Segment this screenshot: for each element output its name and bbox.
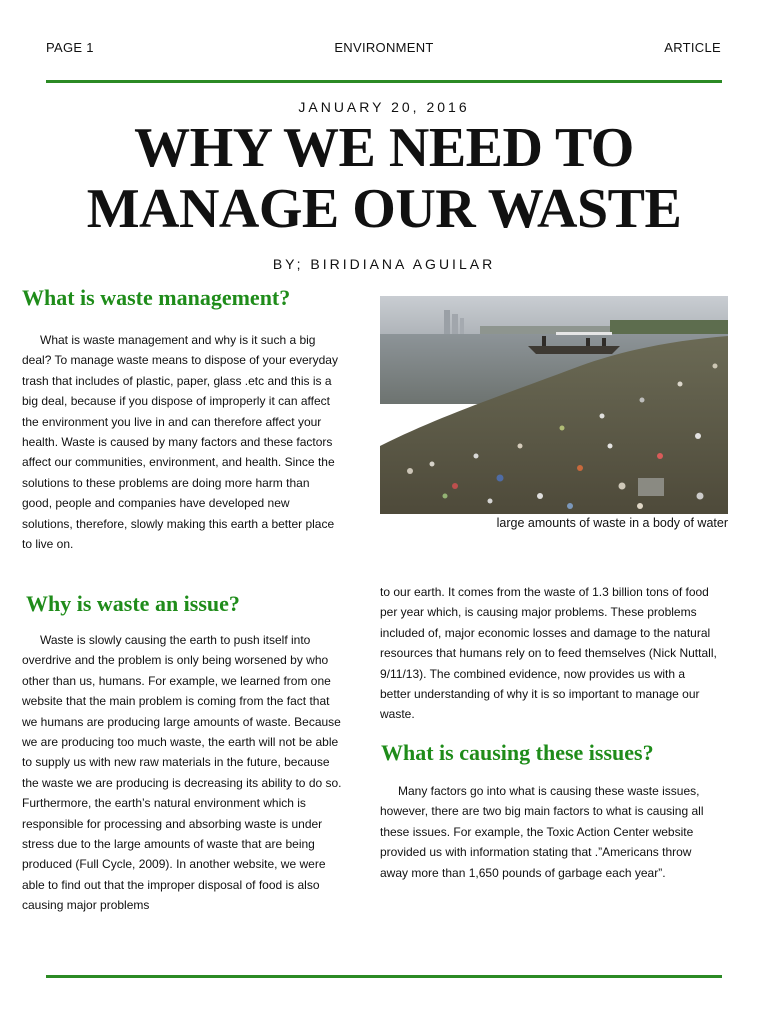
heading-what-is-causing-these-issues: What is causing these issues?: [381, 740, 654, 765]
page-number: PAGE 1: [46, 40, 94, 55]
waste-photo: [380, 296, 728, 514]
bottom-divider: [46, 975, 722, 978]
article-title: [0, 118, 768, 240]
photo-caption: large amounts of waste in a body of water: [496, 516, 728, 530]
paragraph-why-issue-continued: to our earth. It comes from the waste of 1.3 billion tons of food per year which, is causing major problems. These problems included of, major economic losses and damage to the natural resources that humans rely on to feed themselves (Nick Nuttall, 9/11/13). The combined evidence, now provides us with a better understanding of why it is so important to manage our waste.: [380, 585, 717, 722]
article-date: JANUARY 20, 2016: [298, 99, 470, 115]
title-line-2: MANAGE OUR WASTE: [86, 178, 682, 240]
paragraph-what-is: [22, 330, 338, 554]
paragraph-what-is-text: What is waste management and why is it such a big deal? To manage waste means to dispose of your everyday trash that includes of plastic, paper, glass .etc and this is a big deal, because if you dispose of improperly it can affect the environment you live in and can therefore affect your health. Waste is caused by many factors and these factors affect our communities, environment, and health. Since the solutions to these problems are doing more harm than good, people and companies have developed new solutions, therefore, slowly making this earth a better place to live on.: [22, 333, 338, 552]
article-type-label: ARTICLE: [664, 40, 721, 55]
paragraph-causing: [380, 781, 718, 883]
byline: BY; BIRIDIANA AGUILAR: [272, 256, 496, 272]
heading-why-is-waste-an-issue: Why is waste an issue?: [26, 591, 240, 616]
paragraph-why-issue-text: Waste is slowly causing the earth to push itself into overdrive and the problem is only being worsened by who other than us, humans. For example, we learned from one website that the main problem is coming from the fact that we humans are producing large amounts of waste. Because we are producing too much waste, the earth will not be able to supply us with new raw materials in the future, because the waste we are producing is decreasing its ability to do so. Furthermore, the earth’s natural environment which is responsible for processing and absorbing waste is under stress due to the large amounts of waste that are being produced (Full Cycle, 2009). In another website, we were able to find out that the improper disposal of food is also causing major problems: [22, 633, 342, 913]
paragraph-why-issue: [22, 630, 348, 916]
waste-photo-illustration: [380, 296, 728, 514]
heading-what-is-waste-management: What is waste management?: [22, 285, 291, 310]
section-label: ENVIRONMENT: [334, 40, 434, 55]
paragraph-causing-text: Many factors go into what is causing these waste issues, however, there are two big main factors to what is causing all these issues. For example, the Toxic Action Center website provided us with information stating that .”Americans throw away more than 1,650 pounds of garbage each year”.: [380, 784, 704, 880]
top-divider: [46, 80, 722, 83]
title-line-1: WHY WE NEED TO: [134, 117, 634, 179]
